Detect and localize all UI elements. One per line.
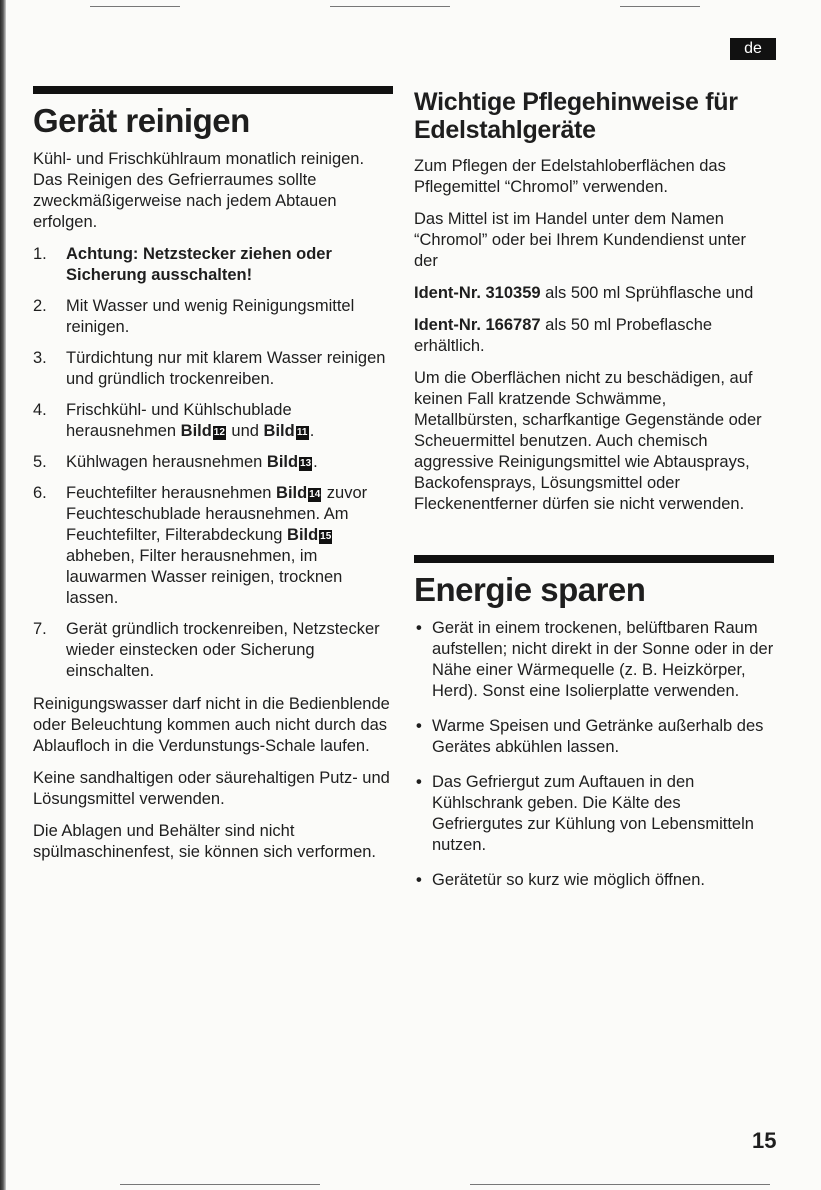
step-item [33,296,393,338]
care-paragraph: Das Mittel ist im Handel unter dem Namen “Chromol” oder bei Ihrem Kundendienst unter der [414,210,747,270]
section-rule [33,86,393,94]
step-number: 4. [33,400,47,419]
ident-label: Ident-Nr. 310359 [414,284,541,302]
step-item [33,452,393,473]
step-number: 3. [33,348,47,367]
page-number: 15 [752,1128,777,1153]
figure-ref: Bild [266,452,299,471]
ident-number-sample [414,315,774,357]
cleaning-intro: Kühl- und Frischkühlraum monatlich reinigen. Das Reinigen des Gefrierraumes sollte zweckmäßigerweise nach jedem Abtauen erfolgen. [33,149,365,231]
section-title-stainless-care: Wichtige Pflegehinweise für Edelstahlgeräte [414,88,738,144]
ident-text: als 500 ml Sprühflasche und [540,284,754,302]
section-title-energy: Energie sparen [414,571,646,608]
bullet-icon: • [416,772,422,791]
energy-tips [414,618,774,891]
figure-ref: Bild [180,421,212,440]
step-text: . [309,421,315,440]
step-number: 2. [33,296,47,315]
energy-section [414,555,774,891]
scan-edge-mark [330,6,450,7]
cleaning-note: Keine sandhaltigen oder säurehaltigen Putz- und Lösungsmittel verwenden. [33,768,390,808]
scan-edge-mark [620,6,700,7]
step-item [33,400,393,442]
step-text: Mit Wasser und wenig Reinigungsmittel reinigen. [66,296,355,336]
step-number: 6. [33,483,47,502]
step-text: und [226,421,264,440]
step-item [33,244,393,286]
step-text: abheben, Filter herausnehmen, im lauwarmen Wasser reinigen, trocknen lassen. [66,546,343,607]
step-text: zuvor Feuchteschublade herausnehmen. Am Feuchtefilter, Filterabdeckung [66,483,368,544]
step-text: . [313,452,318,471]
section-rule [414,555,774,563]
figure-number-badge: 12 [213,426,225,438]
step-item [33,483,393,609]
figure-number-badge: 13 [300,457,312,469]
figure-ref: Bild [287,525,319,544]
left-column [33,86,393,874]
step-text: Türdichtung nur mit klarem Wasser reinigen und gründlich trockenreiben. [66,348,386,388]
ident-text: als 50 ml Probeflasche erhältlich. [414,316,713,355]
figure-ref: Bild [276,483,308,502]
step-number: 5. [33,452,47,471]
section-title-cleaning: Gerät reinigen [33,102,250,139]
step-text: Frischkühl- und Kühlschublade herausnehmen [66,400,292,440]
step-number: 7. [33,619,47,638]
ident-number-spray [414,283,774,304]
language-badge: de [730,38,776,60]
ident-label: Ident-Nr. 166787 [414,316,541,334]
energy-tip: • Gerätetür so kurz wie möglich öffnen. [416,870,705,889]
bullet-icon: • [416,870,422,889]
step-text: Gerät gründlich trockenreiben, Netzstecker wieder einstecken oder Sicherung einschalten. [66,619,380,680]
energy-tip: • Das Gefriergut zum Auftauen in den Kühlschrank geben. Die Kälte des Gefriergutes zur Kühlung von Lebensmitteln nutzen. [416,772,754,854]
right-column [414,88,774,905]
step-item [33,619,393,682]
scan-edge-mark [120,1184,320,1185]
cleaning-note: Die Ablagen und Behälter sind nicht spülmaschinenfest, sie können sich verformen. [33,821,377,861]
energy-tip: • Warme Speisen und Getränke außerhalb des Gerätes abkühlen lassen. [416,716,764,756]
scan-edge-mark [470,1184,770,1185]
step-text: Feuchtefilter herausnehmen [66,483,277,502]
step-number: 1. [33,244,47,263]
step-item [33,348,393,390]
step-text: Kühlwagen herausnehmen [66,452,267,471]
figure-number-badge: 14 [309,488,321,500]
figure-number-badge: 11 [296,426,308,438]
figure-ref: Bild [263,421,295,440]
cleaning-note: Reinigungswasser darf nicht in die Bedienblende oder Beleuchtung kommen auch nicht durch das Ablaufloch in die Verdunstungs-Schale laufen. [33,694,390,755]
care-paragraph: Zum Pflegen der Edelstahloberflächen das Pflegemittel “Chromol” verwenden. [414,157,726,196]
figure-number-badge: 15 [320,530,332,542]
energy-tip: • Gerät in einem trockenen, belüftbaren Raum aufstellen; nicht direkt in der Sonne oder in der Nähe einer Wärmequelle (z. B. Heizkörper, Herd). Sonst eine Isolierplatte verwenden. [416,618,774,700]
bullet-icon: • [416,716,422,735]
care-warning: Um die Oberflächen nicht zu beschädigen, auf keinen Fall kratzende Schwämme, Metallbürsten, scharfkantige Gegenstände oder Scheuermittel benutzen. Auch chemisch aggressive Reinigungsmittel wie Abtausprays, Backofensprays, Lösungsmittel oder Fleckenentferner dürfen sie nicht verwenden. [414,369,762,513]
step-warning: Achtung: Netzstecker ziehen oder Sicherung ausschalten! [66,244,332,284]
scan-edge [0,0,6,1190]
scan-edge-mark [90,6,180,7]
cleaning-steps [33,244,393,682]
bullet-icon: • [416,618,422,637]
